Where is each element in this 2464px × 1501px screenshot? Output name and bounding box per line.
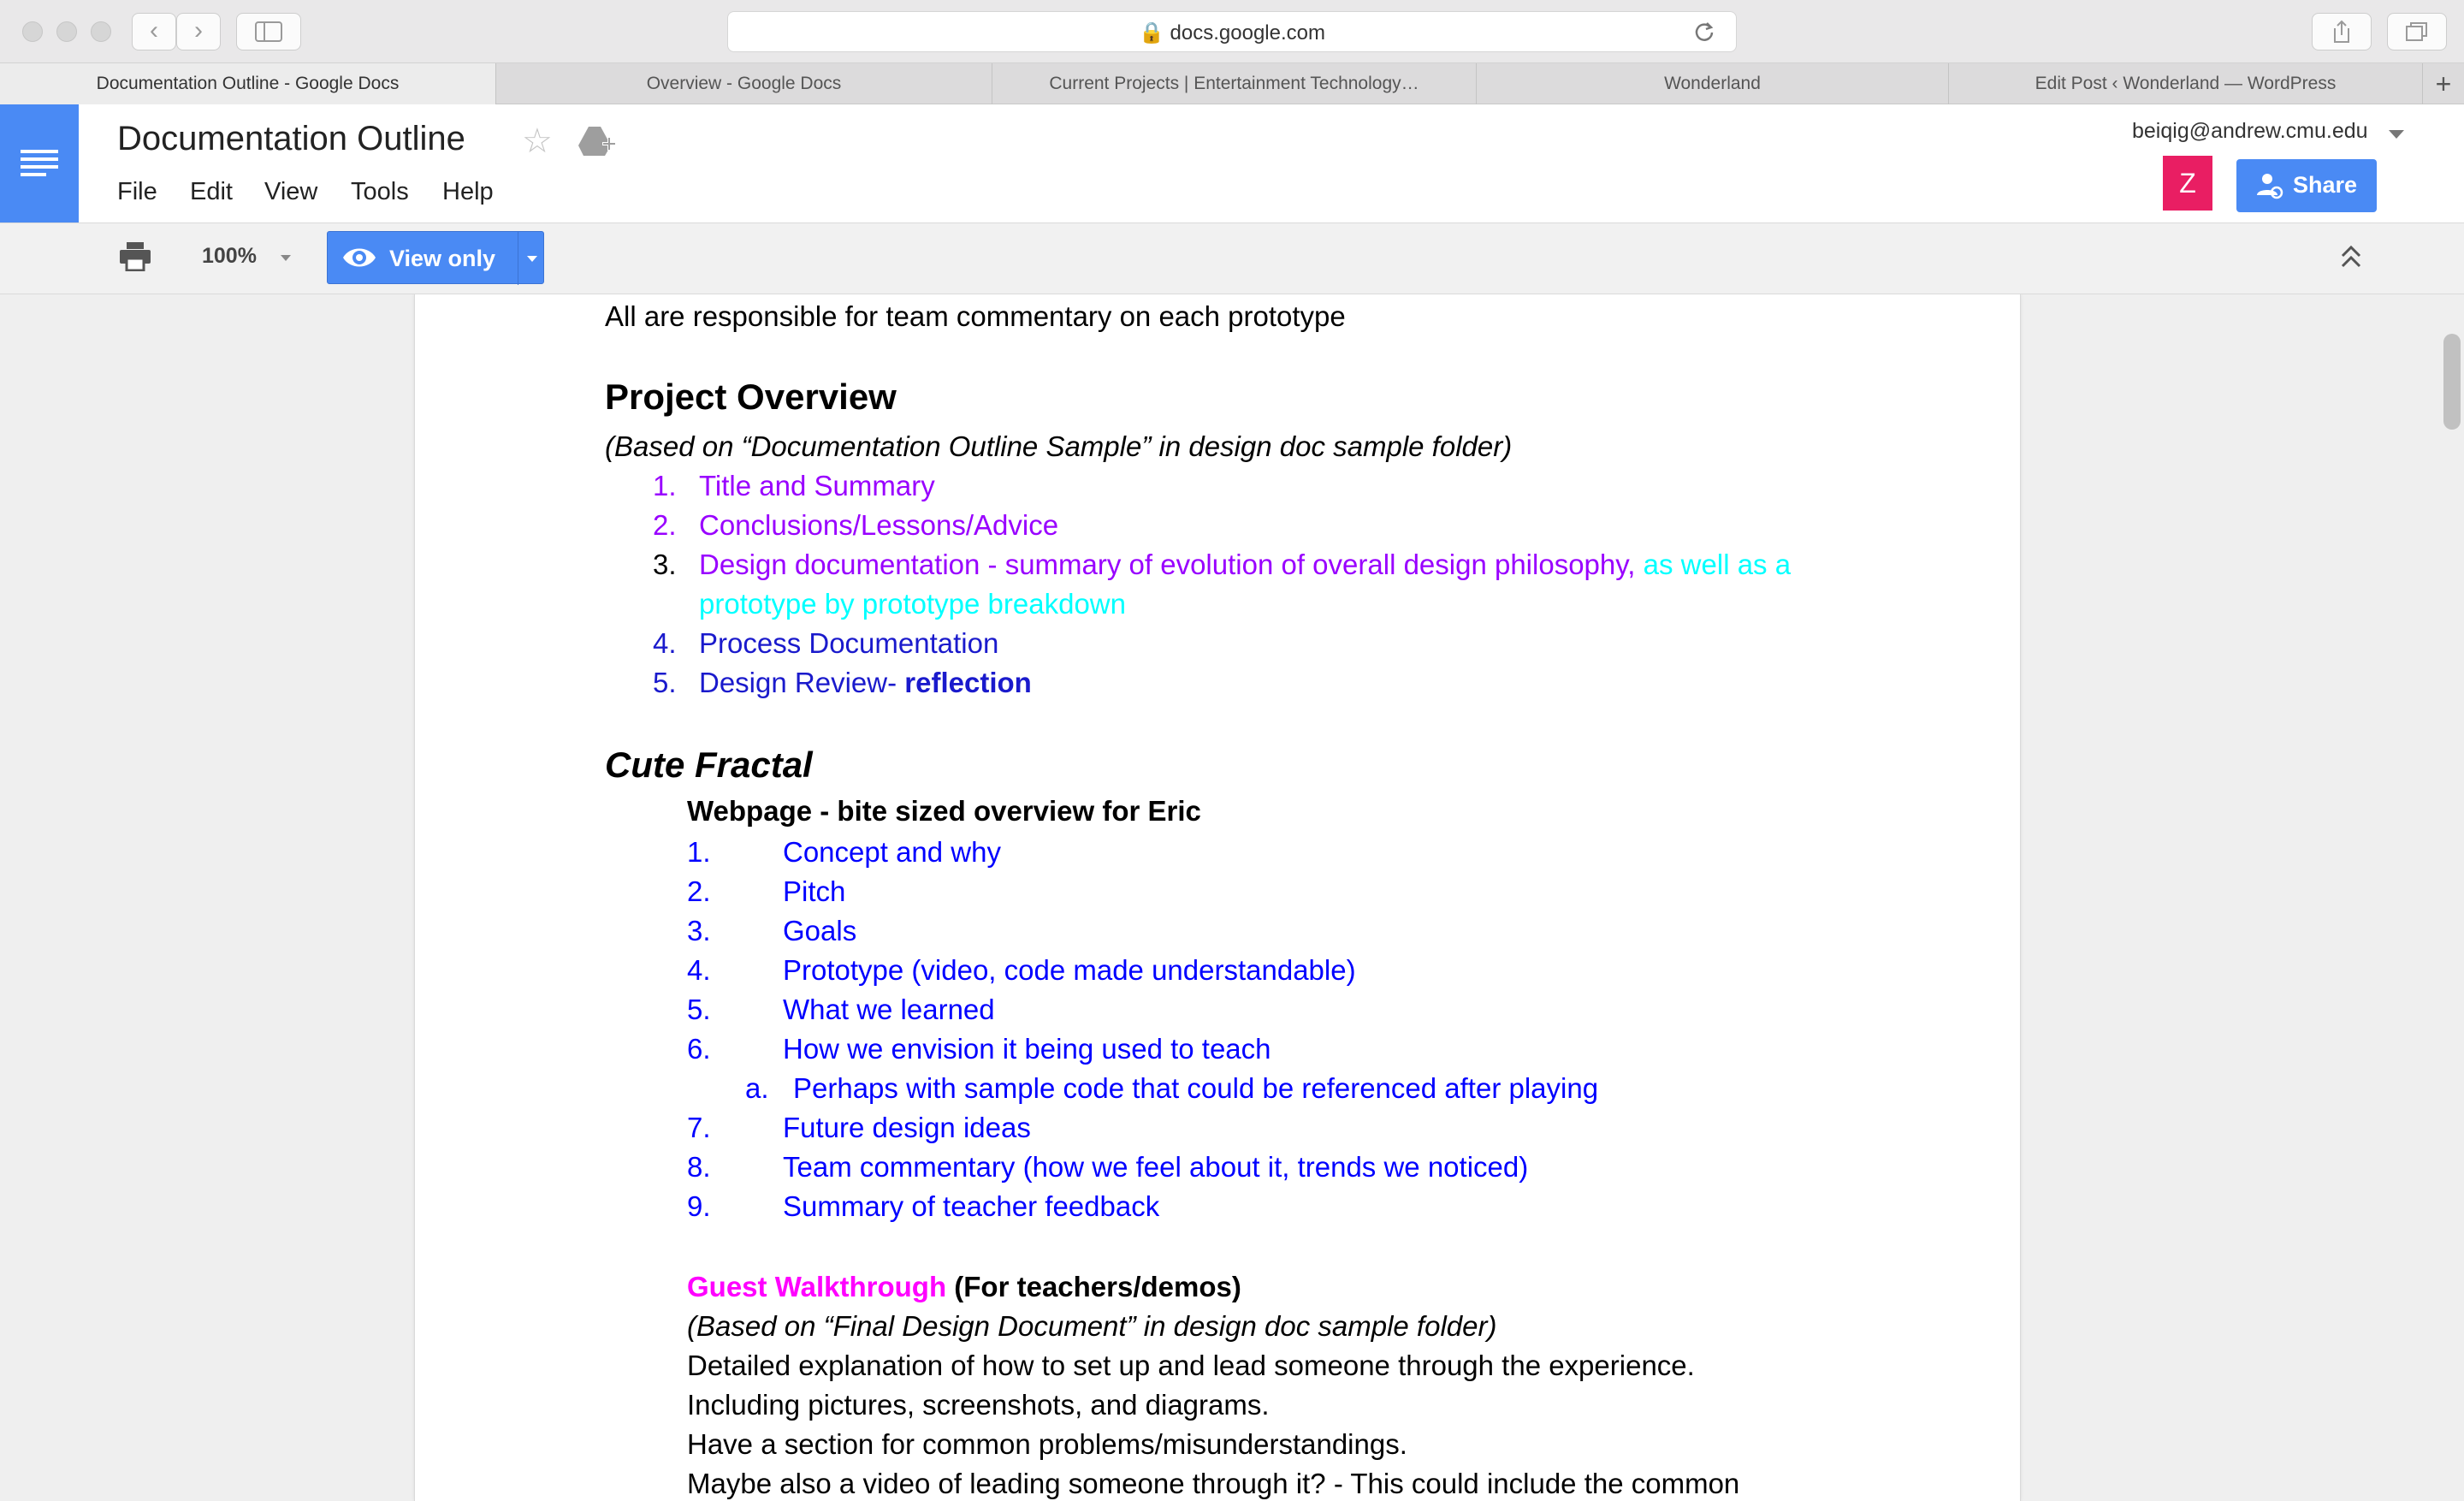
menu-edit[interactable]: Edit [190,178,233,205]
chevron-right-icon: › [194,16,203,44]
list-item: Title and Summary [699,470,935,501]
share-page-button[interactable] [2312,13,2372,50]
heading-project-overview: Project Overview [605,377,897,417]
view-mode-dropdown[interactable] [518,232,545,285]
menu-help[interactable]: Help [442,178,494,205]
list-item: Goals [783,915,857,946]
url-text: docs.google.com [1170,21,1325,44]
document-canvas [0,294,2464,1501]
doc-line: Including pictures, screenshots, and diagrams. [687,1389,1270,1421]
address-bar[interactable] [727,11,1737,52]
heading-cute-fractal: Cute Fractal [605,745,813,785]
share-icon [2331,20,2352,44]
tabs-icon [2406,21,2428,42]
tab-edit-post[interactable]: Edit Post ‹ Wonderland — WordPress [1949,63,2423,104]
new-tab-button[interactable]: + [2435,68,2452,99]
sidebar-icon [255,21,282,42]
list-number: 2. [653,509,677,541]
list-item: Conclusions/Lessons/Advice [699,509,1059,541]
chevron-down-icon[interactable] [281,255,291,261]
list-number: 9. [687,1190,711,1222]
list-item: What we learned [783,994,995,1025]
browser-titlebar [0,0,2464,63]
list-item: Team commentary (how we feel about it, trends we noticed) [783,1151,1529,1183]
docs-home-icon[interactable] [0,104,79,222]
list-item-continuation: prototype by prototype breakdown [699,588,1126,620]
list-number: 4. [653,627,677,659]
tab-wonderland[interactable]: Wonderland [1477,63,1949,104]
list-item: Pitch [783,875,846,907]
doc-line: Have a section for common problems/misunderstandings. [687,1428,1407,1460]
list-number: 5. [653,667,677,698]
eye-icon [341,244,377,271]
doc-line: Detailed explanation of how to set up and lead someone through the experience. [687,1350,1695,1381]
list-item: Concept and why [783,836,1001,868]
tab-current-projects[interactable]: Current Projects | Entertainment Technology… [992,63,1477,104]
menu-tools[interactable]: Tools [351,178,409,205]
list-item: Perhaps with sample code that could be referenced after playing [793,1072,1599,1104]
share-button[interactable]: Share [2236,159,2377,212]
doc-line: All are responsible for team commentary on each prototype [605,300,1346,332]
lock-icon: 🔒 [1138,21,1164,44]
list-number: 2. [687,875,711,907]
tab-overview-button[interactable] [2387,13,2447,50]
list-number: 6. [687,1033,711,1065]
star-icon[interactable]: ☆ [522,122,553,160]
doc-line: Maybe also a video of leading someone through it? - This could include the common [687,1468,1740,1499]
zoom-window-button[interactable] [91,21,111,42]
account-email[interactable]: beiqig@andrew.cmu.edu [2132,119,2368,143]
menu-file[interactable]: File [117,178,157,205]
list-item: How we envision it being used to teach [783,1033,1271,1065]
close-window-button[interactable] [22,21,43,42]
collapse-toolbar-icon[interactable] [2341,244,2361,270]
list-number: 4. [687,954,711,986]
list-number: 3. [687,915,711,946]
heading-webpage: Webpage - bite sized overview for Eric [687,795,1201,827]
zoom-selector[interactable]: 100% [202,244,257,268]
overview-note: (Based on “Documentation Outline Sample” in design doc sample folder) [605,430,1513,462]
back-button[interactable] [132,13,176,50]
reload-icon[interactable] [1693,21,1715,43]
view-mode-button[interactable]: View only [327,231,544,284]
list-item: Future design ideas [783,1112,1031,1143]
list-number: 3. [653,549,677,580]
minimize-window-button[interactable] [56,21,77,42]
list-item: Prototype (video, code made understandable) [783,954,1356,986]
print-icon[interactable] [120,242,151,271]
chevron-down-icon [527,256,537,262]
tab-documentation-outline[interactable]: Documentation Outline - Google Docs [0,63,496,104]
chevron-down-icon[interactable] [2389,130,2404,139]
docs-header [0,104,2464,222]
list-number: 5. [687,994,711,1025]
vertical-scrollbar[interactable] [2443,334,2461,430]
list-number: 1. [653,470,677,501]
list-item: Design Review- reflection [699,667,1032,698]
people-icon [2255,171,2284,200]
menu-view[interactable]: View [264,178,318,205]
list-item: Summary of teacher feedback [783,1190,1160,1222]
list-item: Process Documentation [699,627,999,659]
tab-overview[interactable]: Overview - Google Docs [496,63,992,104]
heading-guest-walkthrough: Guest Walkthrough (For teachers/demos) [687,1271,1241,1302]
extension-avatar[interactable]: Z [2163,156,2212,211]
list-number: a. [745,1072,769,1104]
chevron-left-icon: ‹ [150,16,158,44]
document-title[interactable]: Documentation Outline [117,120,465,157]
guest-note: (Based on “Final Design Document” in design doc sample folder) [687,1310,1497,1342]
browser-tab-bar [0,63,2464,104]
forward-button[interactable] [176,13,221,50]
list-item: Design documentation - summary of evolution of overall design philosophy, as well as a [699,549,1792,580]
add-to-drive-icon[interactable] [578,125,616,157]
list-number: 1. [687,836,711,868]
docs-toolbar [0,222,2464,294]
list-number: 7. [687,1112,711,1143]
document-page [414,294,2021,1501]
list-number: 8. [687,1151,711,1183]
sidebar-toggle-button[interactable] [236,13,301,50]
